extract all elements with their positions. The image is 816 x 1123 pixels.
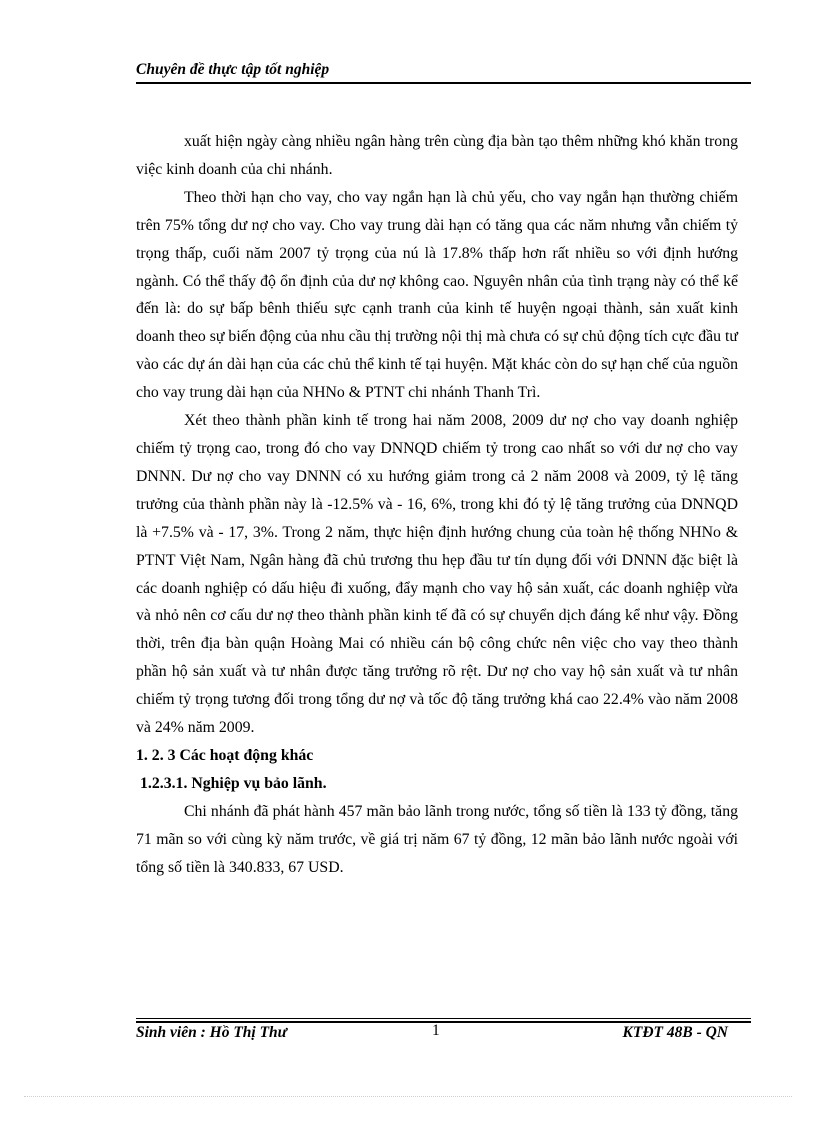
footer-student-name: Sinh viên : Hồ Thị Thư — [136, 1024, 287, 1041]
footer-divider-thick — [136, 1021, 751, 1023]
paragraph-continuation: xuất hiện ngày càng nhiều ngân hàng trên cùng địa bàn tạo thêm những khó khăn trong việc kinh doanh của chi nhánh. — [136, 133, 738, 178]
paragraph-guarantee: Chi nhánh đã phát hành 457 mãn bảo lãnh trong nước, tổng số tiền là 133 tỷ đồng, tăng 71 mãn so với cùng kỳ năm trước, về giá trị năm 67 tỷ đồng, 12 mãn bảo lãnh nước ngoài với tổng số tiền là 340.833, 67 USD. — [136, 802, 738, 876]
subsection-heading: 1.2.3.1. Nghiệp vụ bảo lãnh. — [140, 774, 327, 792]
paragraph-economic-sector: Xét theo thành phần kinh tế trong hai năm 2008, 2009 dư nợ cho vay doanh nghiệp chiếm tỷ trọng cao, trong đó cho vay DNNQD chiếm tỷ trong cao nhất so với dư nợ cho vay DNNN. Dư nợ cho vay DNNN có xu hướng giảm trong cả 2 năm 2008 và 2009, tỷ lệ tăng trưởng của thành phần này là -12.5% và - 16, 6%, trong khi đó tỷ lệ tăng trưởng của DNNQD là +7.5% và - 17, 3%. Trong 2 năm, thực hiện định hướng chung của toàn hệ thống NHNo & PTNT Việt Nam, Ngân hàng đã chủ trương thu hẹp đầu tư tín dụng đối với DNNN đặc biệt là các doanh nghiệp có dấu hiệu đi xuống, đẩy mạnh cho vay hộ sản xuất, các doanh nghiệp vừa và nhỏ nên cơ cấu dư nợ theo thành phần kinh tế đã có sự chuyển dịch đáng kể như vậy. Đồng thời, trên địa bàn quận Hoàng Mai có nhiều cán bộ công chức nên việc cho vay theo thành phần hộ sản xuất và tư nhân được tăng trưởng rõ rệt. Dư nợ cho vay hộ sản xuất và tư nhân chiếm tỷ trọng tương đối trong tổng dư nợ và tốc độ tăng trưởng khá cao 22.4% vào năm 2008 và 24% năm 2009. — [136, 412, 738, 737]
page-header-title: Chuyên đề thực tập tốt nghiệp — [136, 61, 330, 78]
footer-class-code: KTĐT 48B - QN — [622, 1024, 728, 1041]
header-divider — [136, 82, 751, 84]
page-bottom-edge — [24, 1096, 792, 1097]
footer-page-number: 1 — [432, 1022, 440, 1039]
paragraph-loan-term: Theo thời hạn cho vay, cho vay ngắn hạn là chủ yếu, cho vay ngắn hạn thường chiếm trên 75% tổng dư nợ cho vay. Cho vay trung dài hạn có tăng qua các năm nhưng vẫn chiếm tỷ trọng thấp, cuối năm 2007 tỷ trọng của nú là 17.8% thấp hơn rất nhiều so với định hướng ngành. Có thể thấy độ ổn định của dư nợ không cao. Nguyên nhân của tình trạng này có thể kể đến là: do sự bấp bênh thiếu sực cạnh tranh của kinh tế huyện ngoại thành, sản xuất kinh doanh theo sự biến động của nhu cầu thị trường nội thị mà chưa có sự chủ động tích cực đầu tư vào các dự án dài hạn của các chủ thể kinh tế tại huyện. Mặt khác còn do sự hạn chế của nguồn cho vay trung dài hạn của NHNo & PTNT chi nhánh Thanh Trì. — [136, 188, 738, 402]
footer-divider-thin — [136, 1018, 751, 1019]
document-body — [136, 128, 738, 881]
section-heading: 1. 2. 3 Các hoạt động khác — [136, 746, 314, 764]
